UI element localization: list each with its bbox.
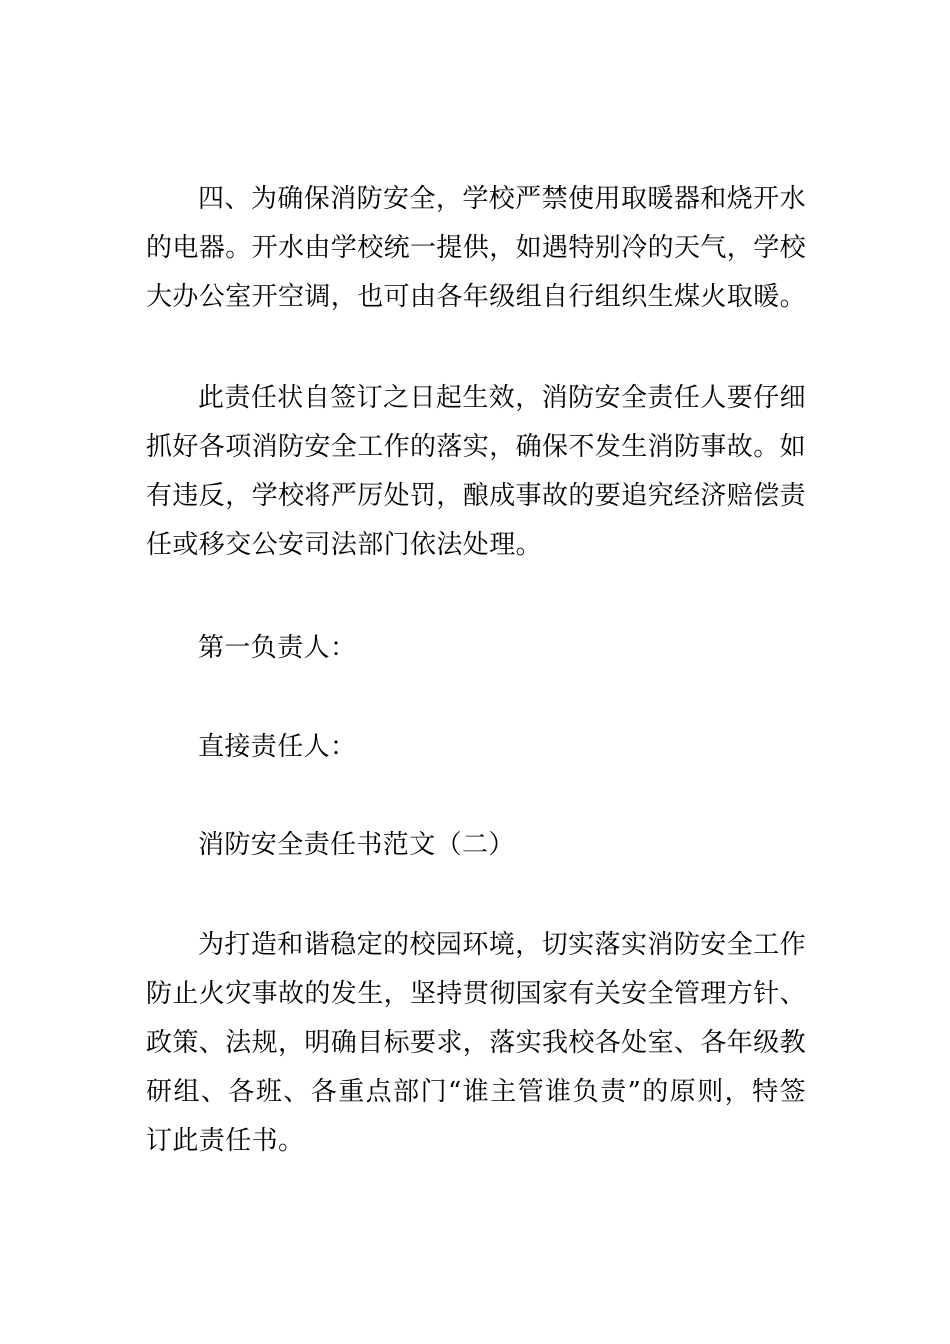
- paragraph-effective-clause: 此责任状自签订之日起生效，消防安全责任人要仔细抓好各项消防安全工作的落实，确保不发生消防事故。如有违反，学校将严厉处罚，酿成事故的要追究经济赔偿责任或移交公安司法部门依法处理。: [146, 383, 807, 560]
- direct-responsible-label: 直接责任人：: [198, 732, 357, 762]
- first-responsible-label: 第一负责人：: [198, 633, 357, 663]
- section-title: 消防安全责任书范文（二）: [198, 830, 515, 860]
- paragraph-introduction: 为打造和谐稳定的校园环境，切实落实消防安全工作防止火灾事故的发生，坚持贯彻国家有关安全管理方针、政策、法规，明确目标要求，落实我校各处室、各年级教研组、各班、各重点部门“谁主管谁负责”的原则，特签订此责任书。: [146, 930, 807, 1156]
- paragraph-heating-rules: 四、为确保消防安全，学校严禁使用取暖器和烧开水的电器。开水由学校统一提供，如遇特别冷的天气，学校大办公室开空调，也可由各年级组自行组织生煤火取暖。: [146, 184, 807, 312]
